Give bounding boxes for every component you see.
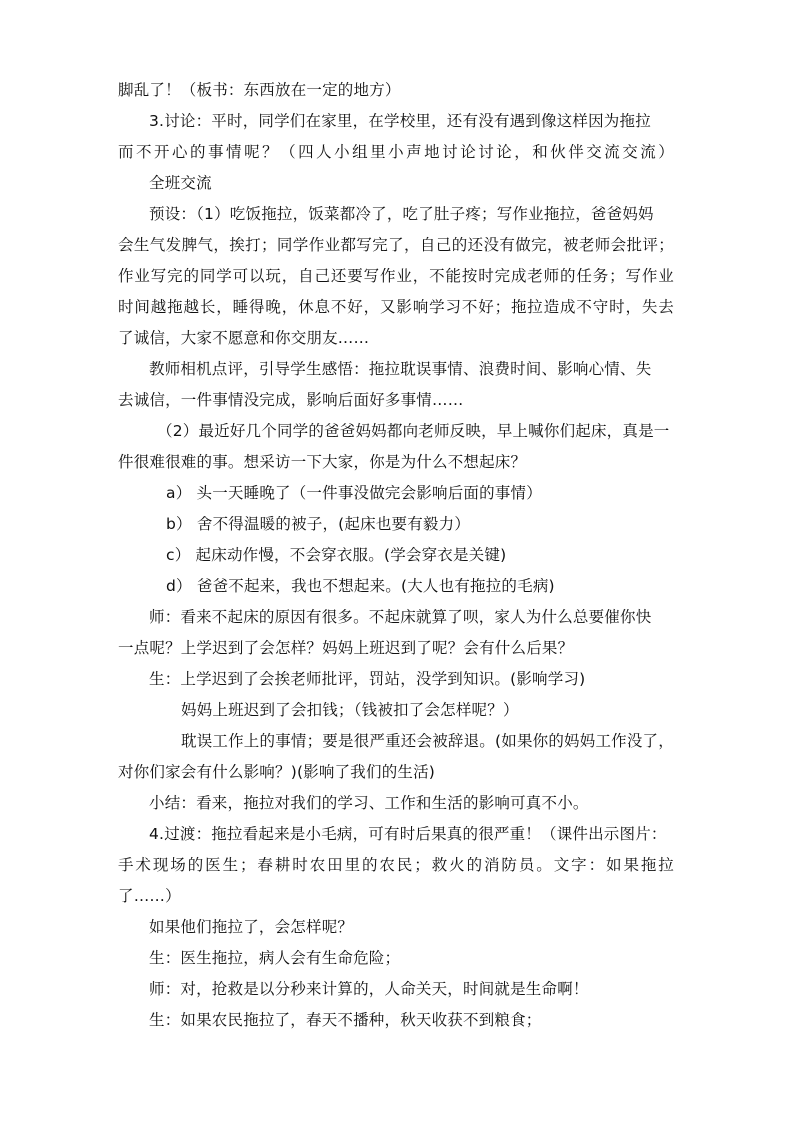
text-line: 手术现场的医生；春耕时农田里的农民；救火的消防员。文字：如果拖拉 [118,856,674,874]
text-line: 会生气发脾气，挨打；同学作业都写完了，自己的还没有做完，被老师会批评； [118,236,674,254]
text-line: 生：医生拖拉，病人会有生命危险； [149,949,401,967]
text-line: 生：如果农民拖拉了，春天不播种，秋天收获不到粮食； [149,1011,542,1029]
text-line: 耽误工作上的事情；要是很严重还会被辞退。(如果你的妈妈工作没了， [181,732,674,750]
list-item: b） 舍不得温暖的被子，(起床也要有毅力） [166,515,471,533]
text-line: 件很难很难的事。想采访一下大家，你是为什么不想起床？ [118,453,527,471]
list-item: c） 起床动作慢，不会穿衣服。(学会穿衣是关键) [166,546,507,564]
text-line: 4.过渡：拖拉看起来是小毛病，可有时后果真的很严重！（课件出示图片： [149,825,667,843]
text-line: 对你们家会有什么影响？)(影响了我们的生活) [118,763,436,781]
text-line: 小结：看来，拖拉对我们的学习、工作和生活的影响可真不小。 [149,794,589,812]
text-line: 妈妈上班迟到了会扣钱；（钱被扣了会怎样呢？） [181,701,519,719]
text-line: 教师相机点评，引导学生感悟：拖拉耽误事情、浪费时间、影响心情、失 [149,360,652,378]
text-line: 了……） [118,887,181,905]
text-line: 如果他们拖拉了，会怎样呢？ [149,918,354,936]
text-line: 全班交流 [149,174,212,192]
text-line: 时间越拖越长，睡得晚，休息不好，又影响学习不好；拖拉造成不守时，失去 [118,298,674,316]
text-line: 一点呢？上学迟到了会怎样？妈妈上班迟到了呢？会有什么后果？ [118,639,574,657]
text-line: 脚乱了！（板书：东西放在一定的地方） [118,81,401,99]
text-line: 而不开心的事情呢？（四人小组里小声地讨论讨论，和伙伴交流交流） [118,143,674,161]
text-line: （2）最近好几个同学的爸爸妈妈都向老师反映，早上喊你们起床，真是一 [157,422,670,440]
list-item: a） 头一天睡晚了（一件事没做完会影响后面的事情） [166,484,542,502]
text-line: 师：看来不起床的原因有很多。不起床就算了呗，家人为什么总要催你快 [149,608,652,626]
text-line: 了诚信，大家不愿意和你交朋友…… [118,329,370,347]
text-line: 作业写完的同学可以玩，自己还要写作业，不能按时完成老师的任务；写作业 [118,267,674,285]
text-line: 生：上学迟到了会挨老师批评，罚站，没学到知识。(影响学习) [149,670,586,688]
text-line: 去诚信，一件事情没完成，影响后面好多事情…… [118,391,464,409]
text-line: 师：对，抢救是以分秒来计算的，人命关天，时间就是生命啊！ [149,980,589,998]
text-line: 3.讨论：平时，同学们在家里，在学校里，还有没有遇到像这样因为拖拉 [149,112,651,130]
text-line: 预设：（1）吃饭拖拉，饭菜都冷了，吃了肚子疼；写作业拖拉，爸爸妈妈 [149,205,654,223]
list-item: d） 爸爸不起来，我也不想起来。(大人也有拖拉的毛病) [166,577,555,595]
